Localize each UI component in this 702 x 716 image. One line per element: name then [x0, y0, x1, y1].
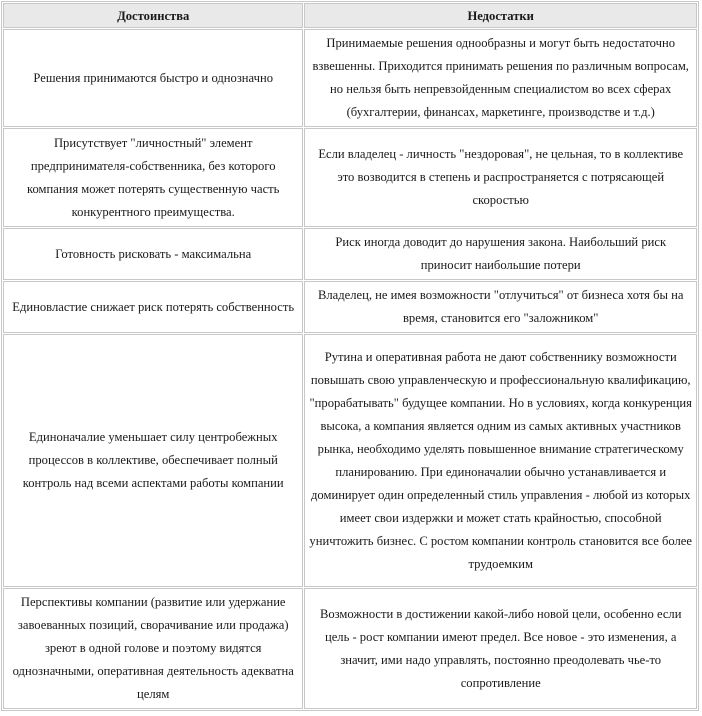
disadvantage-cell: Принимаемые решения однообразны и могут быть недостаточно взвешенны. Приходится принимать решения по различным вопросам, но нельзя быть непревзойденным специалистом во всех сферах (бухгалтерии, финансах, маркетинге, производстве и т.д.) — [304, 29, 697, 127]
header-row — [3, 3, 697, 28]
table-row — [3, 128, 697, 227]
table-row — [3, 588, 697, 709]
advantage-cell: Единоначалие уменьшает силу центробежных процессов в коллективе, обеспечивает полный контроль над всеми аспектами работы компании — [3, 334, 303, 587]
disadvantages-header: Недостатки — [304, 3, 697, 28]
comparison-table — [1, 1, 699, 711]
disadvantage-cell: Возможности в достижении какой-либо новой цели, особенно если цель - рост компании имеют предел. Все новое - это изменения, а значит, ими надо управлять, постоянно преодолевать чье-то сопротивление — [304, 588, 697, 709]
disadvantage-cell: Если владелец - личность "нездоровая", не цельная, то в коллективе это возводится в степень и распространяется с потрясающей скоростью — [304, 128, 697, 227]
advantage-cell: Готовность рисковать - максимальна — [3, 228, 303, 280]
disadvantage-cell: Рутина и оперативная работа не дают собственнику возможности повышать свою управленческую и профессиональную квалификацию, "прорабатывать" будущее компании. Но в условиях, когда конкуренция высока, а компания является одним из самых активных участников рынка, необходимо уделять повышенное внимание стратегическому планированию. При единоначалии обычно устанавливается и доминирует один определенный стиль управления - любой из которых имеет свои издержки и может стать крайностью, способной уничтожить бизнес. С ростом компании контроль становится все более трудоемким — [304, 334, 697, 587]
table-row — [3, 334, 697, 587]
disadvantage-cell: Владелец, не имея возможности "отлучиться" от бизнеса хотя бы на время, становится его "заложником" — [304, 281, 697, 333]
advantage-cell: Единовластие снижает риск потерять собственность — [3, 281, 303, 333]
advantage-cell: Присутствует "личностный" элемент предпринимателя-собственника, без которого компания может потерять существенную часть конкурентного преимущества. — [3, 128, 303, 227]
table-row — [3, 29, 697, 127]
disadvantage-cell: Риск иногда доводит до нарушения закона. Наибольший риск приносит наибольшие потери — [304, 228, 697, 280]
table-row — [3, 281, 697, 333]
table-row — [3, 228, 697, 280]
advantages-header: Достоинства — [3, 3, 303, 28]
advantage-cell: Перспективы компании (развитие или удержание завоеванных позиций, сворачивание или продажа) зреют в одной голове и поэтому видятся однозначными, оперативная деятельность адекватна целям — [3, 588, 303, 709]
advantage-cell: Решения принимаются быстро и однозначно — [3, 29, 303, 127]
